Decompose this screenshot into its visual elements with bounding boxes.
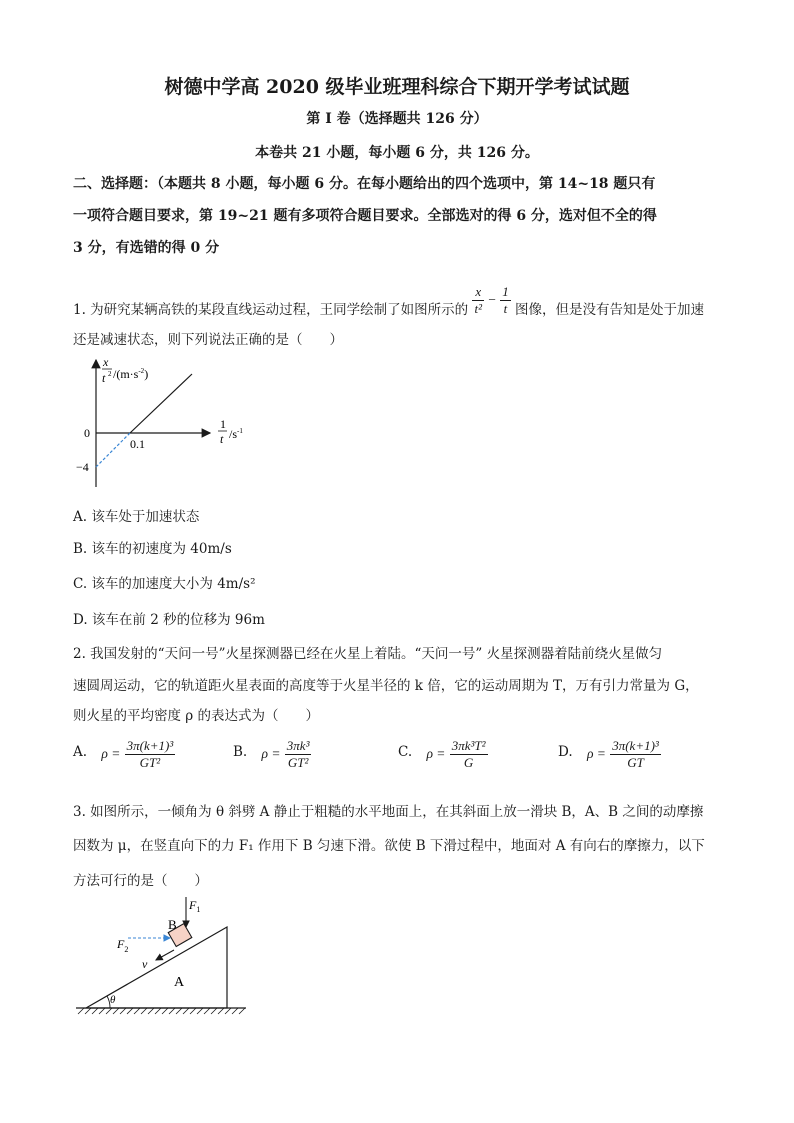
q3-ground-hatch (78, 1008, 245, 1014)
q1-xtick-label: 0.1 (130, 437, 145, 451)
q1-graph (70, 352, 270, 492)
q3-v-label: v (142, 957, 148, 971)
q3-line-2: 因数为 μ，在竖直向下的力 F₁ 作用下 B 匀速下滑。欲使 B 下滑过程中，地面对 A 有向右的摩擦力，以下 (73, 838, 705, 854)
q1-line-1 (73, 284, 704, 317)
q3-line-3: 方法可行的是（ ） (73, 873, 208, 889)
q1-origin-label: 0 (84, 426, 90, 440)
q3-a-label: A (174, 975, 185, 990)
part-heading: 第 I 卷（选择题共 126 分） (306, 111, 488, 127)
q2-option-b[interactable]: B. ρ = $\frac{\text{3πk³}}{\text{GT²}}$ (233, 738, 310, 770)
page-title: 树德中学高 2020 级毕业班理科综合下期开学考试试题 (164, 76, 630, 98)
q1-ylabel-sup: 2 (108, 370, 112, 378)
q2-line-3: 则火星的平均密度 ρ 的表达式为（ ） (73, 708, 320, 724)
section-line-1: 二、选择题：（本题共 8 小题，每小题 6 分。在每小题给出的四个选项中，第 14~18 题只有 (73, 176, 656, 192)
q1-option-a[interactable]: A. 该车处于加速状态 (73, 509, 200, 525)
q1-ytick-label: −4 (76, 460, 89, 474)
section-line-3: 3 分，有选错的得 0 分 (73, 240, 220, 256)
q1-option-b[interactable]: B. 该车的初速度为 40m/s (73, 541, 232, 557)
q1-frac-x-over-t2: $\frac{x}{\text{t²}}$ (474, 284, 482, 316)
q2-option-c[interactable]: C. ρ = $\frac{\text{3πk³T²}}{G}$ (398, 738, 486, 770)
q3-theta-label: θ (110, 994, 116, 1006)
q1-xlabel-num: 1 (220, 417, 226, 431)
q2-option-d[interactable]: D. ρ = $\frac{\text{3π(k+1)³}}{GT}$ (558, 738, 659, 770)
q1-option-c[interactable]: C. 该车的加速度大小为 4m/s² (73, 576, 256, 592)
q1-minus: − (488, 292, 496, 307)
q1-solid-line (130, 374, 192, 433)
q2-line-1: 2. 我国发射的“天问一号”火星探测器已经在火星上着陆。“天问一号” 火星探测器着陆前绕火星做匀 (73, 646, 663, 662)
q3-figure (70, 895, 250, 1020)
q1-option-d[interactable]: D. 该车在前 2 秒的位移为 96m (73, 612, 265, 628)
q1-frac-1-over-t: $\frac{1}{t}$ (502, 284, 509, 316)
q1-dashed-line (96, 433, 130, 467)
q1-ylabel-den: t (102, 371, 106, 385)
q1-line-2: 还是减速状态，则下列说法正确的是（ ） (73, 332, 343, 348)
q2-option-a[interactable]: A. ρ = $\frac{\text{3π(k+1)³}}{\text{GT²}}$ (73, 738, 174, 770)
q3-wedge-a (86, 927, 227, 1008)
q3-b-label: B (168, 917, 177, 932)
q3-f1-label: $F_1$ (189, 898, 201, 914)
section-line-2: 一项符合题目要求，第 19~21 题有多项符合题目要求。全部选对的得 6 分，选对但不全的得 (73, 208, 657, 224)
q3-line-1: 3. 如图所示，一倾角为 θ 斜劈 A 静止于粗糙的水平地面上，在其斜面上放一滑块 B，A、B 之间的动摩擦 (73, 804, 704, 820)
q1-text-b: 图像，但是没有告知是处于加速 (515, 302, 704, 318)
q1-text-a: 1. 为研究某辆高铁的某段直线运动过程，王同学绘制了如图所示的 (73, 302, 469, 318)
part-summary: 本卷共 21 小题，每小题 6 分，共 126 分。 (255, 145, 539, 161)
q2-line-2: 速圆周运动，它的轨道距火星表面的高度等于火星半径的 k 倍，它的运动周期为 T，万有引力常量为 G， (73, 678, 699, 694)
q3-f2-label: $F_2$ (117, 937, 129, 954)
q1-xlabel-den: t (220, 432, 224, 446)
q1-ylabel-unit: $/(m\cdot s^{-2})$ (113, 367, 149, 381)
q1-ylabel-num: x (103, 355, 109, 369)
q1-xlabel-unit: $/s^{-1}$ (229, 427, 243, 441)
